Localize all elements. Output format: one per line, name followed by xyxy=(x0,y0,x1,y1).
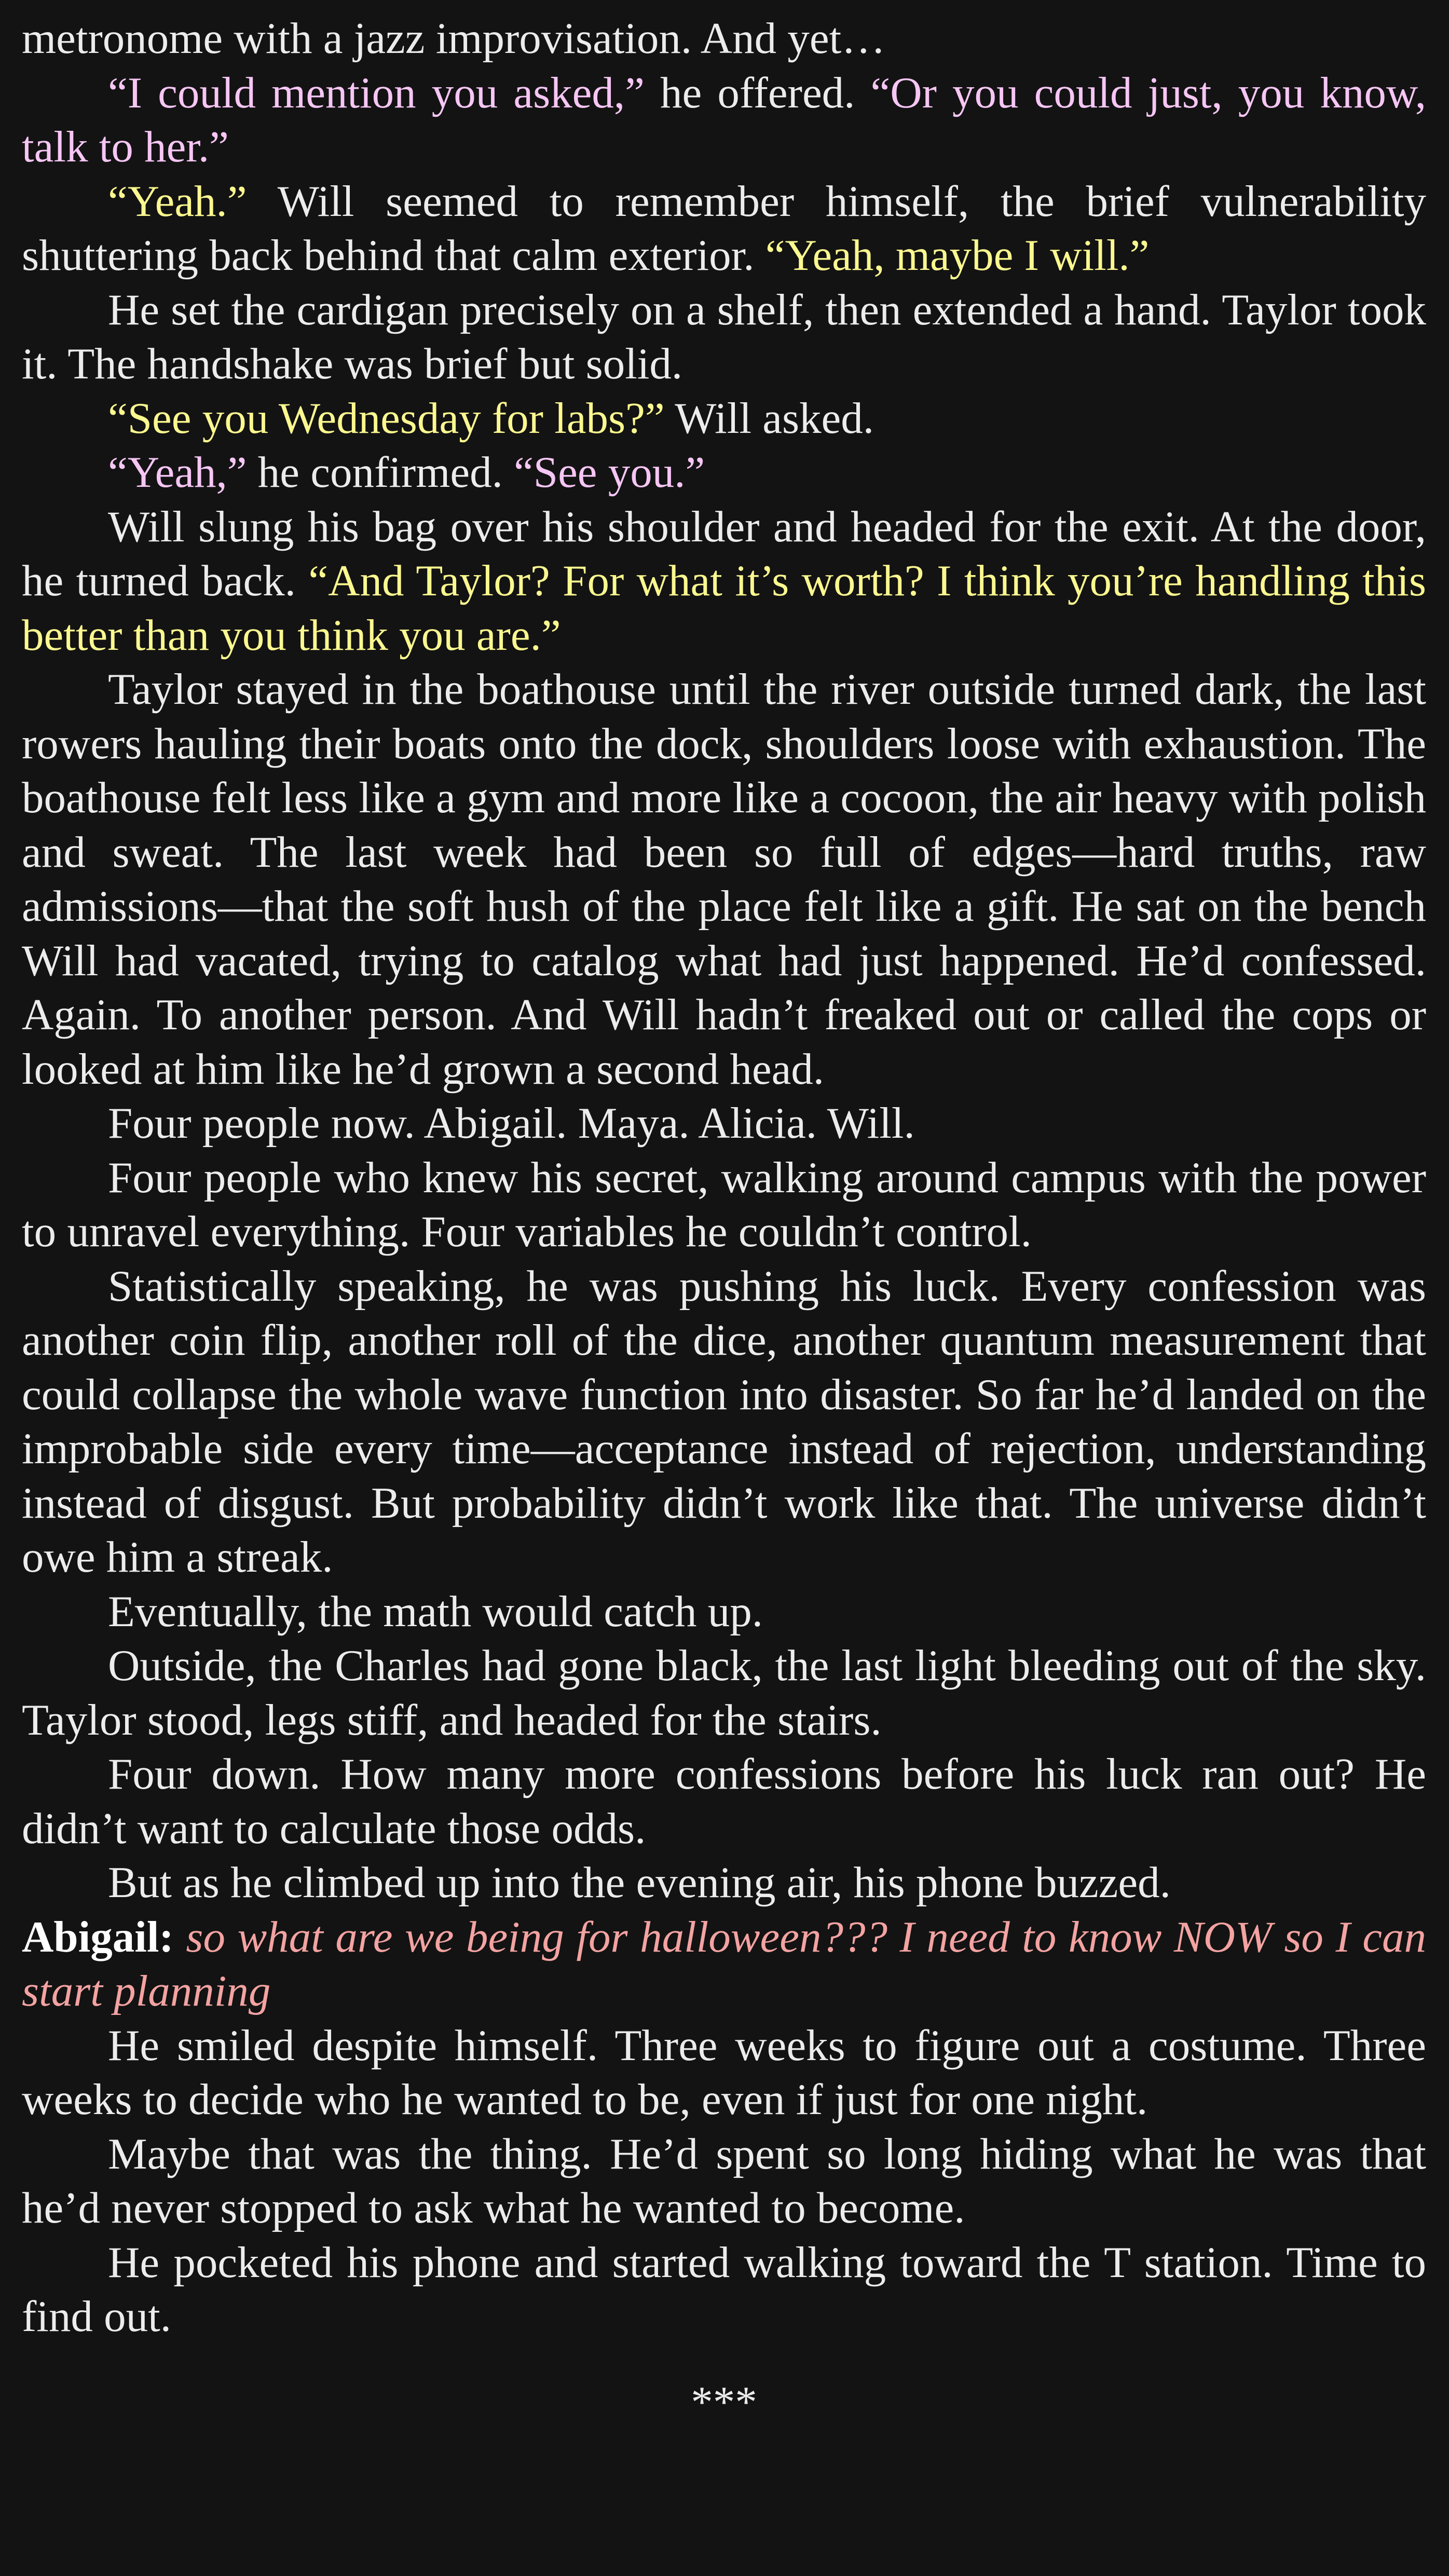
paragraph xyxy=(22,66,1426,174)
taylor-dialogue: “I could mention you asked,” xyxy=(108,68,645,117)
narration-text: he confirmed. xyxy=(247,448,514,497)
narration-text: Four people who knew his secret, walking around campus with the power to unravel everything. Four variables he couldn’t control. xyxy=(22,1153,1426,1256)
paragraph xyxy=(22,391,1426,446)
paragraph xyxy=(22,1856,1426,1910)
sender-name: Abigail: xyxy=(22,1912,174,1961)
narration-text xyxy=(174,1913,186,1961)
will-dialogue: “And Taylor? For what it’s worth? I think you’re handling this better than you think you are.” xyxy=(22,556,1426,660)
narration-text: But as he climbed up into the evening air, his phone buzzed. xyxy=(108,1858,1171,1907)
narration-text: Will asked. xyxy=(664,393,874,443)
narration-text: He smiled despite himself. Three weeks to figure out a costume. Three weeks to decide who he wanted to be, even if just for one night. xyxy=(22,2021,1426,2124)
narration-text: Will seemed to remember himself, the brief vulnerability shuttering back behind that calm exterior. xyxy=(22,176,1426,280)
narration-text: Statistically speaking, he was pushing his luck. Every confession was another coin flip, another roll of the dice, another quantum measurement that could collapse the whole wave function into disaster. So far he’d landed on the improbable side every time—acceptance instead of rejection, understanding instead of disgust. But probability didn’t work like that. The universe didn’t owe him a streak. xyxy=(22,1261,1426,1582)
will-dialogue: “Yeah.” xyxy=(108,176,247,226)
paragraph xyxy=(22,283,1426,391)
narration-text: he offered. xyxy=(644,68,871,117)
narration-text: Eventually, the math would catch up. xyxy=(108,1587,763,1636)
paragraph xyxy=(22,1747,1426,1856)
narration-text: He set the cardigan precisely on a shelf, then extended a hand. Taylor took it. The handshake was brief but solid. xyxy=(22,285,1426,388)
paragraph xyxy=(22,2127,1426,2236)
narration-text: Outside, the Charles had gone black, the last light bleeding out of the sky. Taylor stood, legs stiff, and headed for the stairs. xyxy=(22,1641,1426,1744)
taylor-dialogue: “Yeah,” xyxy=(108,448,247,497)
paragraph xyxy=(22,1639,1426,1747)
taylor-dialogue: “See you.” xyxy=(514,448,705,497)
paragraph xyxy=(22,500,1426,663)
narration-text: Four people now. Abigail. Maya. Alicia. Will. xyxy=(108,1099,915,1148)
chapter-text xyxy=(22,11,1426,2344)
narration-text: Will slung his bag over his shoulder and headed for the exit. At the door, he turned back. xyxy=(22,502,1426,605)
paragraph xyxy=(22,11,1426,66)
paragraph xyxy=(22,1910,1426,2019)
narration-text: He pocketed his phone and started walking toward the T station. Time to find out. xyxy=(22,2238,1426,2341)
paragraph xyxy=(22,662,1426,1096)
paragraph xyxy=(22,2236,1426,2344)
text-message: so what are we being for halloween??? I need to know NOW so I can start planning xyxy=(22,1912,1427,2015)
paragraph xyxy=(22,1151,1426,1259)
narration-text: metronome with a jazz improvisation. And yet… xyxy=(22,14,886,63)
taylor-dialogue: “Or you could just, you know, talk to her.” xyxy=(22,68,1426,171)
scene-separator: *** xyxy=(691,2377,757,2427)
narration-text: Maybe that was the thing. He’d spent so long hiding what he was that he’d never stopped to ask what he wanted to become. xyxy=(22,2129,1426,2232)
paragraph xyxy=(22,2019,1426,2127)
paragraph xyxy=(22,1585,1426,1639)
will-dialogue: “See you Wednesday for labs?” xyxy=(108,393,665,443)
paragraph xyxy=(22,174,1426,283)
narration-text: Four down. How many more confessions before his luck ran out? He didn’t want to calculate those odds. xyxy=(22,1750,1426,1853)
will-dialogue: “Yeah, maybe I will.” xyxy=(765,231,1150,280)
narration-text: Taylor stayed in the boathouse until the river outside turned dark, the last rowers hauling their boats onto the dock, shoulders loose with exhaustion. The boathouse felt less like a gym and more like a cocoon, the air heavy with polish and sweat. The last week had been so full of edges—hard truths, raw admissions—that the soft hush of the place felt like a gift. He sat on the bench Will had vacated, trying to catalog what had just happened. He’d confessed. Again. To another person. And Will hadn’t freaked out or called the cops or looked at him like he’d grown a second head. xyxy=(22,665,1426,1094)
paragraph xyxy=(22,1096,1426,1151)
paragraph xyxy=(22,445,1426,500)
reader-page xyxy=(22,11,1426,2429)
paragraph xyxy=(22,1259,1426,1585)
